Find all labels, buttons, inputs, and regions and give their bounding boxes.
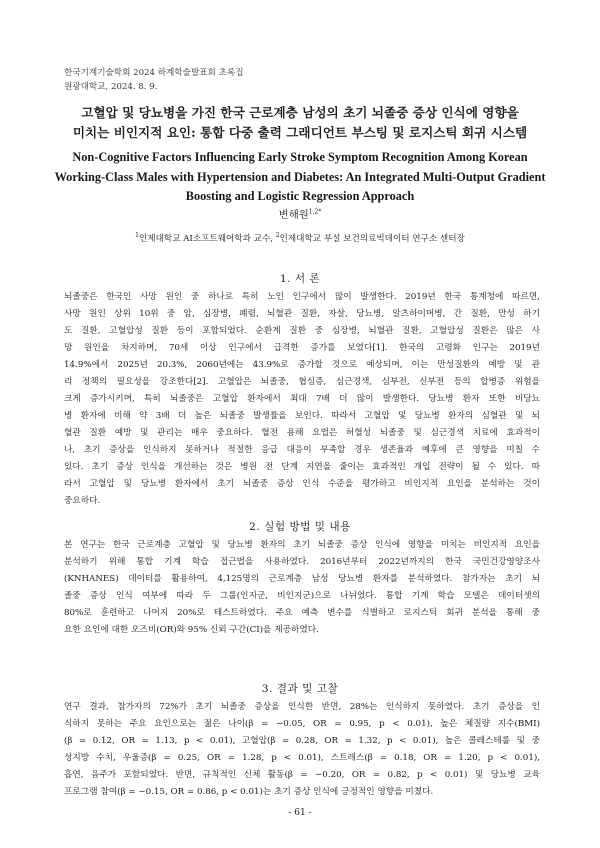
section-body-intro: [64, 289, 540, 510]
text-line: 요한 요인에 대한 오즈비(OR)와 95% 신뢰 구간(CI)을 제공하였다.: [64, 625, 319, 635]
section-body-methods: [64, 537, 540, 639]
english-title-line-3: Boosting and Logistic Regression Approach: [185, 189, 415, 203]
text-line: 연구 결과, 참가자의 72%가 초기 뇌졸중 증상을 인식한 반면, 28%는 인식하지 못하였다. 초기 증상을 인: [64, 702, 540, 712]
author-line: [0, 206, 600, 221]
text-line: 도 질환, 고혈압성 질환 등이 포함되었다. 순환계 질환 중 심장병, 뇌혈관 질환, 고혈압성 질환은 많은 사: [64, 326, 540, 336]
text-line: (KNHANES) 데이터를 활용하여, 4,125명의 근로계층 남성 당뇨병 환자를 분석하였다. 참가자는 초기 뇌: [64, 574, 540, 584]
text-line: 병 환자에 비해 약 3배 더 높은 뇌졸중 발생률을 보인다. 따라서 고혈압 및 당뇨병 환자의 심혈관 및 뇌: [64, 411, 540, 421]
text-line: 크게 증가시키며, 특히 뇌졸중은 고혈압 환자에서 최대 7배 더 많이 발생한다. 당뇨병 환자 또한 비당뇨: [64, 394, 540, 404]
text-line: (β = 0.12, OR = 1.13, p < 0.01), 고혈압(β = 0.28, OR = 1.32, p < 0.01), 높은 콜레스테롤 및 중: [64, 736, 540, 746]
text-line: 있다. 초기 증상 인식을 개선하는 것은 병원 전 단계 지연을 줄이는 효과적인 개입 전략이 될 수 있다. 따: [64, 462, 540, 472]
section-heading-methods: 2. 실험 방법 및 내용: [249, 521, 351, 533]
author-marks: 1,2*: [308, 208, 322, 216]
conference-header: [64, 66, 244, 94]
korean-title-line-2: 미치는 비인지적 요인: 통합 다중 출력 그래디언트 부스팅 및 로지스틱 회귀 시스템: [72, 125, 528, 140]
affiliation-2: 인제대학교 부설 보건의료빅데이터 연구소 센터장: [279, 234, 465, 244]
affiliation-1: 인제대학교 AI소프트웨어학과 교수,: [138, 234, 276, 244]
text-line: 중요하다.: [64, 496, 101, 506]
english-title-line-1: Non-Cognitive Factors Influencing Early Stroke Symptom Recognition Among Korean: [72, 150, 528, 164]
text-line: 리 정책의 필요성을 강조한다[2]. 고혈압은 뇌졸중, 협심증, 심근경색, 심부전, 신부전 등의 합병증 위험을: [64, 377, 540, 387]
text-line: 망 원인을 차지하며, 70세 이상 인구에서 급격한 증가를 보였다[1]. 한국의 고령화 인구는 2019년: [64, 343, 540, 353]
text-line: 본 연구는 한국 근로계층 고혈압 및 당뇨병 환자의 초기 뇌졸중 증상 인식에 영향을 미치는 비인지적 요인을: [64, 540, 540, 550]
text-line: 흡연, 음주가 포함되었다. 반면, 규칙적인 신체 활동(β = −0.20, OR = 0.82, p < 0.01) 및 당뇨병 교육: [64, 770, 540, 780]
text-line: 성지방 수치, 우울증(β = 0.25, OR = 1.28, p < 0.01), 스트레스(β = 0.18, OR = 1.20, p < 0.01),: [64, 753, 540, 763]
text-line: 혈관 질환 예방 및 관리는 매우 중요하다. 혈전 용해 요법은 허혈성 뇌졸중 및 심근경색 치료에 효과적이: [64, 428, 540, 438]
text-line: 나, 초기 증상을 인식하지 못하거나 적절한 응급 대응이 부족할 경우 생존율과 예후에 큰 영향을 미칠 수: [64, 445, 540, 455]
section-heading-results: 3. 결과 및 고찰: [261, 683, 339, 695]
affiliation-line: [0, 232, 600, 244]
text-line: 라서 고혈압 및 당뇨병 환자에서 초기 뇌졸중 증상 인식 수준을 평가하고 비인지적 요인을 분석하는 것이: [64, 479, 540, 489]
english-title: [40, 148, 560, 207]
section-heading-intro: 1. 서 론: [279, 273, 321, 285]
text-line: 80%로 훈련하고 나머지 20%로 테스트하였다. 주요 예측 변수를 식별하고 로지스틱 회귀 분석을 통해 중: [64, 608, 540, 618]
venue-date: 원광대학교, 2024. 8. 9.: [64, 82, 158, 92]
author-name: 변해원: [278, 209, 309, 221]
text-line: 식하지 못하는 주요 요인으로는 젊은 나이(β = −0.05, OR = 0.95, p < 0.01), 높은 체질량 지수(BMI): [64, 719, 540, 729]
text-line: 분석하기 위해 통합 기계 학습 접근법을 사용하였다. 2016년부터 2022년까지의 한국 국민건강영양조사: [64, 557, 540, 567]
text-line: 프로그램 참여(β = −0.15, OR = 0.86, p < 0.01)는 초기 증상 인식에 긍정적인 영향을 미쳤다.: [64, 787, 434, 797]
conference-name: 한국기계기술학회 2024 하계학술발표회 초록집: [64, 68, 244, 78]
section-body-results: [64, 699, 540, 801]
text-line: 졸중 증상 인식 여부에 따라 두 그룹(인지군, 비인지군)으로 나뉘었다. 통합 기계 학습 모델은 데이터셋의: [64, 591, 540, 601]
affiliation-mark-2: 2: [275, 232, 280, 240]
korean-title: [48, 103, 552, 143]
korean-title-line-1: 고혈압 및 당뇨병을 가진 한국 근로계층 남성의 초기 뇌졸중 증상 인식에 영향을: [81, 105, 519, 120]
text-line: 사망 원인 상위 10위 중 암, 심장병, 폐렴, 뇌혈관 질환, 자살, 당뇨병, 알츠하이머병, 간 질환, 만성 하기: [64, 309, 540, 319]
text-line: 뇌졸중은 한국인 사망 원인 중 하나로 특히 노인 인구에서 많이 발생한다. 2019년 한국 통계청에 따르면,: [64, 292, 540, 302]
page-number: - 61 -: [288, 808, 312, 818]
affiliation-mark-1: 1: [135, 232, 139, 240]
text-line: 14.9%에서 2025년 20.3%, 2060년에는 43.9%로 증가할 것으로 예상되며, 이는 만성질환의 예방 및 관: [64, 360, 540, 370]
english-title-line-2: Working-Class Males with Hypertension and Diabetes: An Integrated Multi-Output Gradient: [54, 169, 546, 184]
